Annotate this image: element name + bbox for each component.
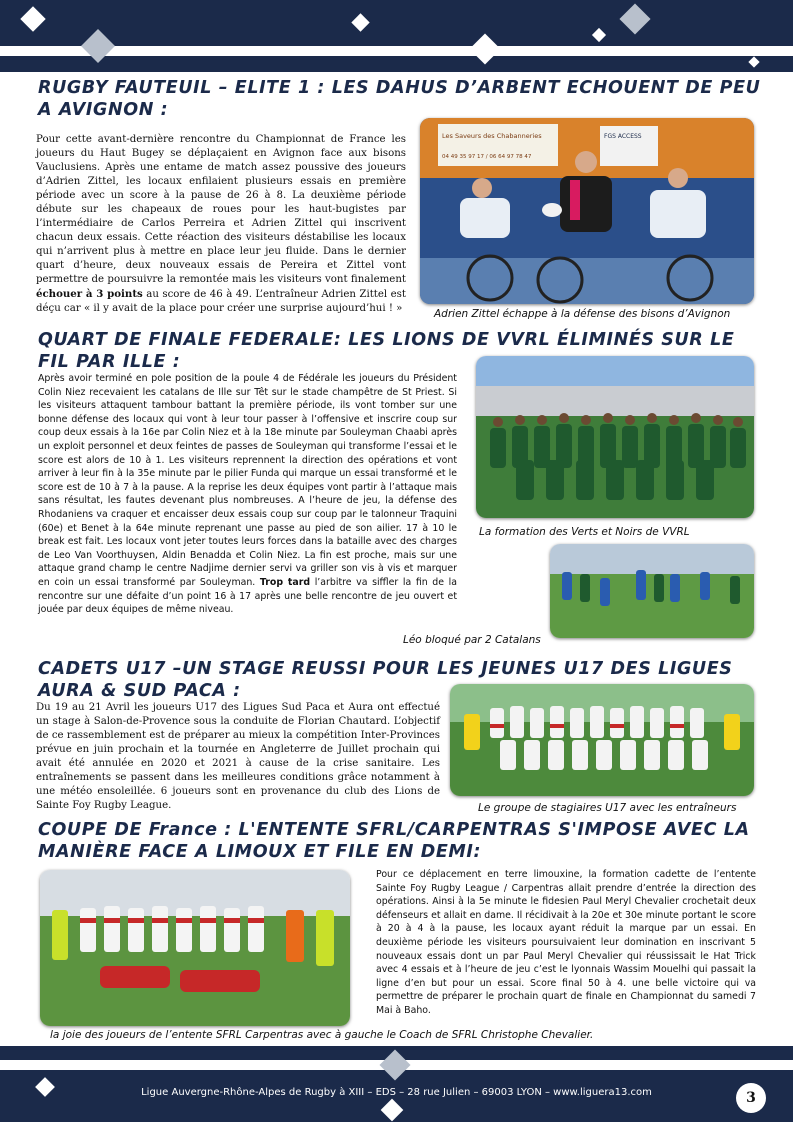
footer-address: Ligue Auvergne-Rhône-Alpes de Rugby à XIII – EDS – 28 rue Julien – 69003 LYON – www.liguera13.com	[141, 1087, 652, 1098]
coupe-de-france-photo	[40, 870, 350, 1026]
article-text-bold: Trop tard	[259, 576, 311, 588]
article-text: l’arbitre va siffler la fin de la rencontre sur une défaite d’un point 16 à 17 après une belle rencontre de jeu ouvert et jouée par deux équipes de même niveau.	[38, 576, 457, 616]
match-photo-vvrl	[550, 544, 754, 638]
photo-caption: Le groupe de stagiaires U17 avec les entraîneurs	[478, 802, 737, 814]
photo-caption: Adrien Zittel échappe à la défense des bisons d’Avignon	[434, 308, 731, 320]
article-title: RUGBY FAUTEUIL – ELITE 1 : LES DAHUS D’ARBENT ECHOUENT DE PEU A AVIGNON :	[38, 78, 761, 120]
article-body: Du 19 au 21 Avril les joueurs U17 des Ligues Sud Paca et Aura ont effectué un stage à Salon-de-Provence sous la conduite de Florian Chautard. L’objectif de ce rassemblement est de préparer au mieux la compétition Inter-Provinces prévue en juin prochain et la tournée en Angleterre de Juillet prochain qui avait été annulée en 2020 et 2021 à cause de la crise sanitaire. Les entraînements se passent dans les meilleures conditions grâce notamment à une météo ensoleillée. 6 joueurs sont en provenance du club des Lions de Sainte Foy Rugby League.	[36, 702, 440, 811]
article-body	[36, 133, 406, 316]
article-title: CADETS U17 –UN STAGE REUSSI POUR LES JEUNES U17 DES LIGUES AURA & SUD PACA :	[38, 659, 733, 701]
photo-caption: Léo bloqué par 2 Catalans	[403, 634, 541, 646]
article-body	[38, 372, 457, 617]
article-title: QUART DE FINALE FEDERALE: LES LIONS DE VVRL ÉLIMINÉS SUR LE FIL PAR ILLE :	[38, 330, 735, 372]
article-text: Pour cette avant-dernière rencontre du Championnat de France les joueurs du Haut Bugey se déplaçaient en Avignon face aux bisons Vauclusiens. Après une entame de match assez poussive des joueurs d’Adrien Zittel, les locaux enfilaient plusieurs essais en première période avec un score à la pause de 26 à 8. La deuxième période débute sur les chapeaux de roues pour les haut-bugistes par l’intermédiaire de Carlos Perreira et Adrien Zittel qui inscrivent chacun deux essais. Cette réaction des visiteurs déstabilise les locaux qui n’arrivent plus à mettre en place leur jeu fluide. Dans le dernier quart d’heure, deux nouveaux essais de Pereira et Zittel vont permettre de poursuivre la remontée mais les visiteurs vont finalement	[36, 134, 406, 285]
photo-sponsor-text: FGS ACCESS	[604, 133, 642, 140]
photo-caption: La formation des Verts et Noirs de VVRL	[479, 526, 690, 538]
article-text: Après avoir terminé en pole position de la poule 4 de Fédérale les joueurs du Président Colin Niez recevaient les catalans de Ille sur Têt sur le stade champêtre de St Priest. Si les visiteurs attaquent tambour battant la première période, ils vont tomber sur une bonne défense des locaux qui vont à leur tour passer à l’offensive et inscrire coup sur coup deux essais à la 16e par Colin Niez et à la 18e minute par Souleyman Chaabi après un exploit personnel et deux feintes de passes de Souleyman qui transforme l’essai et le score est alors de 10 à 1. Les visiteurs reprennent la direction des opérations et vont arriver à leur fin à la 35e minute par le pilier Funda qui marque un essai transformé et le score est de 10 à 7 à la pause. A la reprise les deux équipes vont partir à l’attaque mais sans résultat, les fautes devenant plus nombreuses. A l’heure de jeu, la défense des Rhodaniens va craquer et encaisser deux essais coup sur coup par le talonneur Traquini (60e) et Benet à la 64e minute reprenant une passe au pied de son ailier. 17 à 10 le break est fait. Les locaux vont jeter toutes leurs forces dans la bataille avec des charges de Leo Van Voorthuysen, Aldin Benadda et Colin Niez. La fin est proche, mais sur une attaque grand champ le centre Nadjime dernier servi va griller son vis à vis et marquer en coin un essai transformé par Souleyman.	[38, 373, 457, 588]
wheelchair-rugby-photo	[420, 118, 754, 304]
article-text: au score de 46 à 49. L’entraîneur Adrien Zittel est déçu car « il y avait de la place pour créer une surprise aujourd’hui ! »	[36, 289, 407, 314]
photo-caption: la joie des joueurs de l’entente SFRL Carpentras avec à gauche le Coach de SFRL Christophe Chevalier.	[50, 1029, 594, 1041]
photo-phone-text: 04 49 35 97 17 / 06 64 97 78 47	[442, 154, 532, 160]
header-band	[0, 0, 793, 46]
team-photo-vvrl	[476, 356, 754, 518]
header-stripe	[0, 56, 793, 72]
article-title: COUPE DE France : L'ENTENTE SFRL/CARPENTRAS S'IMPOSE AVEC LA MANIÈRE FACE A LIMOUX ET FILE EN DEMI:	[38, 820, 750, 862]
u17-group-photo	[450, 684, 754, 796]
article-text-bold: échouer à 3 points	[36, 288, 143, 300]
article-body: Pour ce déplacement en terre limouxine, la formation cadette de l’entente Sainte Foy Rugby League / Carpentras allait prendre d’entrée la direction des opérations. Ainsi à la 5e minute le fidesien Paul Meryl Chevalier crochetait deux défenseurs et allait en dame. Il récidivait à la 20e et 30e minute portant le score à 20 à 4 à la pause, les locaux ayant réduit la marque par un essai. En deuxième période les visiteurs poursuivaient leur domination en inscrivant 5 nouveaux essais dont un par Paul Meryl Chevalier qui réussissait le Hat Trick avec 4 essais et à l’heure de jeu c’est le lyonnais Wassim Mouelhi qui passait la ligne d’en but pour un essai. Score final 50 à 4. une belle victoire qui va permettre de préparer le prochain quart de finale en Championnat du samedi 7 Mai à Baho.	[376, 869, 756, 1016]
page-number: 3	[736, 1083, 766, 1113]
photo-banner-text: Les Saveurs des Chabanneries	[442, 132, 542, 140]
